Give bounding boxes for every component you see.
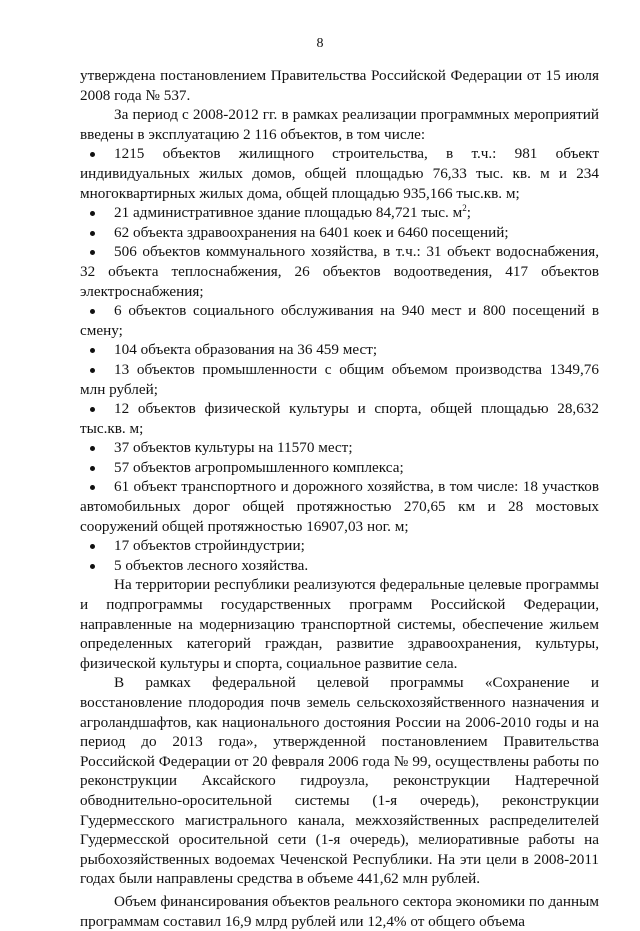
list-item: 506 объектов коммунального хозяйства, в т.ч.: 31 объект водоснабжения, 32 объекта теплоснабжения, 26 объектов водоотведения, 417 объектов электроснабжения; [80,243,599,300]
bullet-icon [90,544,95,549]
document-body [80,66,599,931]
list-item: 6 объектов социального обслуживания на 940 мест и 800 посещений в смену; [80,302,599,339]
bullet-icon [90,250,95,255]
list-item: 57 объектов агропромышленного комплекса; [80,458,599,478]
list-item: 62 объекта здравоохранения на 6401 коек и 6460 посещений; [80,223,599,243]
list-item: 104 объекта образования на 36 459 мест; [80,340,599,360]
paragraph-approval: утверждена постановлением Правительства Российской Федерации от 15 июля 2008 года № 537. [80,67,599,104]
paragraph-financing: Объем финансирования объектов реального сектора экономики по данным программам составил 16,9 млрд рублей или 12,4% от общего объема [80,892,599,930]
list-item: 17 объектов стройиндустрии; [80,536,599,556]
list-item: 12 объектов физической культуры и спорта, общей площадью 28,632 тыс.кв. м; [80,400,599,437]
list-item: 5 объектов лесного хозяйства. [80,556,599,576]
bullet-icon [90,368,95,373]
list-item: 61 объект транспортного и дорожного хозяйства, в том числе: 18 участков автомобильных дорог общей протяжностью 270,65 км и 28 мостовых сооружений общей протяжностью 16907,03 ног. м; [80,478,599,535]
bullet-icon [90,348,95,353]
list-item: 37 объектов культуры на 11570 мест; [80,438,599,458]
bullet-icon [90,466,95,471]
page-number: 8 [316,36,324,51]
objects-list [80,144,599,575]
paragraph-federal-programs: На территории республики реализуются федеральные целевые программы и подпрограммы государственных программ Российской Федерации, направленные на модернизацию транспортной системы, обеспечение жильем определенных категорий граждан, развитие здравоохранения, культуры, физической культуры и спорта, социальное развитие села. [80,576,599,672]
bullet-icon [90,309,95,314]
bullet-icon [90,152,95,157]
bullet-icon [90,446,95,451]
bullet-icon [90,564,95,569]
paragraph-period-summary: За период с 2008-2012 гг. в рамках реализации программных мероприятий введены в эксплуатацию 2 116 объектов, в том числе: [80,106,599,143]
list-item: 1215 объектов жилищного строительства, в т.ч.: 981 объект индивидуальных жилых домов, общей площадью 76,33 тыс. кв. м и 234 многоквартирных жилых дома, общей площадью 935,166 тыс.кв. м; [80,145,599,202]
bullet-icon [90,231,95,236]
bullet-icon [90,485,95,490]
list-item: 13 объектов промышленности с общим объемом производства 1349,76 млн рублей; [80,360,599,398]
list-item: 21 административное здание площадью 84,721 тыс. $м^2$; [80,203,599,223]
bullet-icon [90,211,95,216]
paragraph-soil-program: В рамках федеральной целевой программы «Сохранение и восстановление плодородия почв земель сельскохозяйственного назначения и агроландшафтов, как национального достояния России на 2006-2010 годы и на период до 2013 года», утвержденной постановлением Правительства Российской Федерации от 20 февраля 2006 года № 99, осуществлены работы по реконструкции Аксайского гидроузла, реконструкции Надтеречной обводнительно-оросительной системы (1-я очередь), реконструкции Гудермесского магистрального канала, межхозяйственных распределителей Гудермесской оросительной сети (1-я очередь), мелиоративные работы на рыбохозяйственных водоемах Чеченской Республики. На эти цели в 2008-2011 годах были направлены средства в объеме 441,62 млн рублей. [80,674,599,888]
bullet-icon [90,407,95,412]
